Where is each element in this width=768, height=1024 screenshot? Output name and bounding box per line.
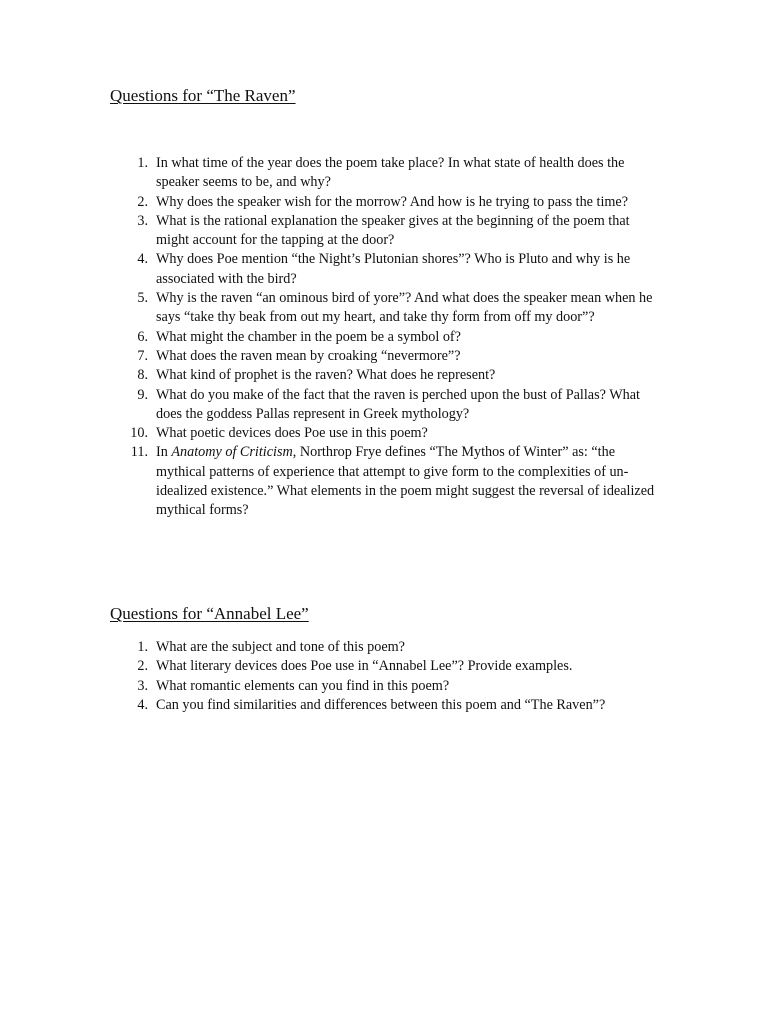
question-text: What does the raven mean by croaking “nevermore”? bbox=[156, 347, 461, 364]
list-item bbox=[0, 193, 661, 212]
list-item bbox=[0, 657, 661, 676]
section-heading-raven: Questions for “The Raven” bbox=[110, 86, 296, 105]
list-item bbox=[0, 386, 661, 425]
list-item bbox=[0, 250, 661, 289]
question-text: What poetic devices does Poe use in this poem? bbox=[156, 425, 428, 442]
list-item bbox=[0, 154, 661, 193]
question-number: 9. bbox=[137, 386, 148, 403]
question-number: 4. bbox=[137, 251, 148, 268]
list-item bbox=[0, 347, 661, 366]
question-list-annabel-lee bbox=[0, 638, 768, 715]
question-number: 2. bbox=[137, 658, 148, 675]
question-number: 8. bbox=[137, 367, 148, 384]
question-text bbox=[156, 443, 661, 520]
question-number: 10. bbox=[130, 425, 148, 442]
question-number: 6. bbox=[137, 328, 148, 345]
question-number: 7. bbox=[137, 347, 148, 364]
list-item bbox=[0, 424, 661, 443]
list-item bbox=[0, 638, 661, 657]
question-text: What kind of prophet is the raven? What does he represent? bbox=[156, 367, 496, 384]
book-title: Anatomy of Criticism bbox=[171, 444, 293, 461]
list-item bbox=[0, 443, 661, 520]
list-item bbox=[0, 366, 661, 385]
question-text: In what time of the year does the poem take place? In what state of health does the speaker seems to be, and why? bbox=[156, 155, 625, 191]
question-text: Can you find similarities and differences between this poem and “The Raven”? bbox=[156, 696, 606, 713]
question-text: What might the chamber in the poem be a symbol of? bbox=[156, 328, 461, 345]
list-item bbox=[0, 328, 661, 347]
question-text: What is the rational explanation the speaker gives at the beginning of the poem that might account for the tapping at the door? bbox=[156, 212, 630, 249]
question-text: Why is the raven “an ominous bird of yore”? And what does the speaker mean when he says “take thy beak from out my heart, and take thy form from off my door”? bbox=[156, 290, 653, 326]
question-text: Why does Poe mention “the Night’s Plutonian shores”? Who is Pluto and why is he associated with the bird? bbox=[156, 251, 631, 287]
question-text: What literary devices does Poe use in “Annabel Lee”? Provide examples. bbox=[156, 658, 573, 675]
question-number: 3. bbox=[137, 677, 148, 694]
question-number: 5. bbox=[137, 290, 148, 307]
section-heading-annabel-lee: Questions for “Annabel Lee” bbox=[110, 604, 309, 623]
question-number: 4. bbox=[137, 696, 148, 713]
list-item bbox=[0, 212, 661, 251]
question-text: Why does the speaker wish for the morrow? And how is he trying to pass the time? bbox=[156, 193, 629, 210]
list-item bbox=[0, 289, 661, 328]
question-list-raven bbox=[0, 154, 768, 521]
question-text: What do you make of the fact that the raven is perched upon the bust of Pallas? What does the goddess Pallas represent in Greek mythology? bbox=[156, 386, 640, 422]
question-text-lead: In bbox=[156, 444, 172, 461]
question-number: 3. bbox=[137, 212, 148, 229]
question-text: What romantic elements can you find in this poem? bbox=[156, 677, 450, 694]
question-text-rest: , Northrop Frye defines “The Mythos of Winter” as: “the mythical patterns of experience that attempt to give form to the complexities of un-idealized existence.” What elements in the poem might suggest the reversal of idealized mythical forms? bbox=[156, 444, 655, 519]
question-number: 2. bbox=[137, 193, 148, 210]
question-number: 1. bbox=[137, 155, 148, 171]
question-number: 1. bbox=[137, 639, 148, 655]
question-number: 11. bbox=[130, 444, 148, 461]
list-item bbox=[0, 677, 661, 696]
question-text: What are the subject and tone of this poem? bbox=[156, 639, 405, 655]
list-item bbox=[0, 696, 661, 715]
